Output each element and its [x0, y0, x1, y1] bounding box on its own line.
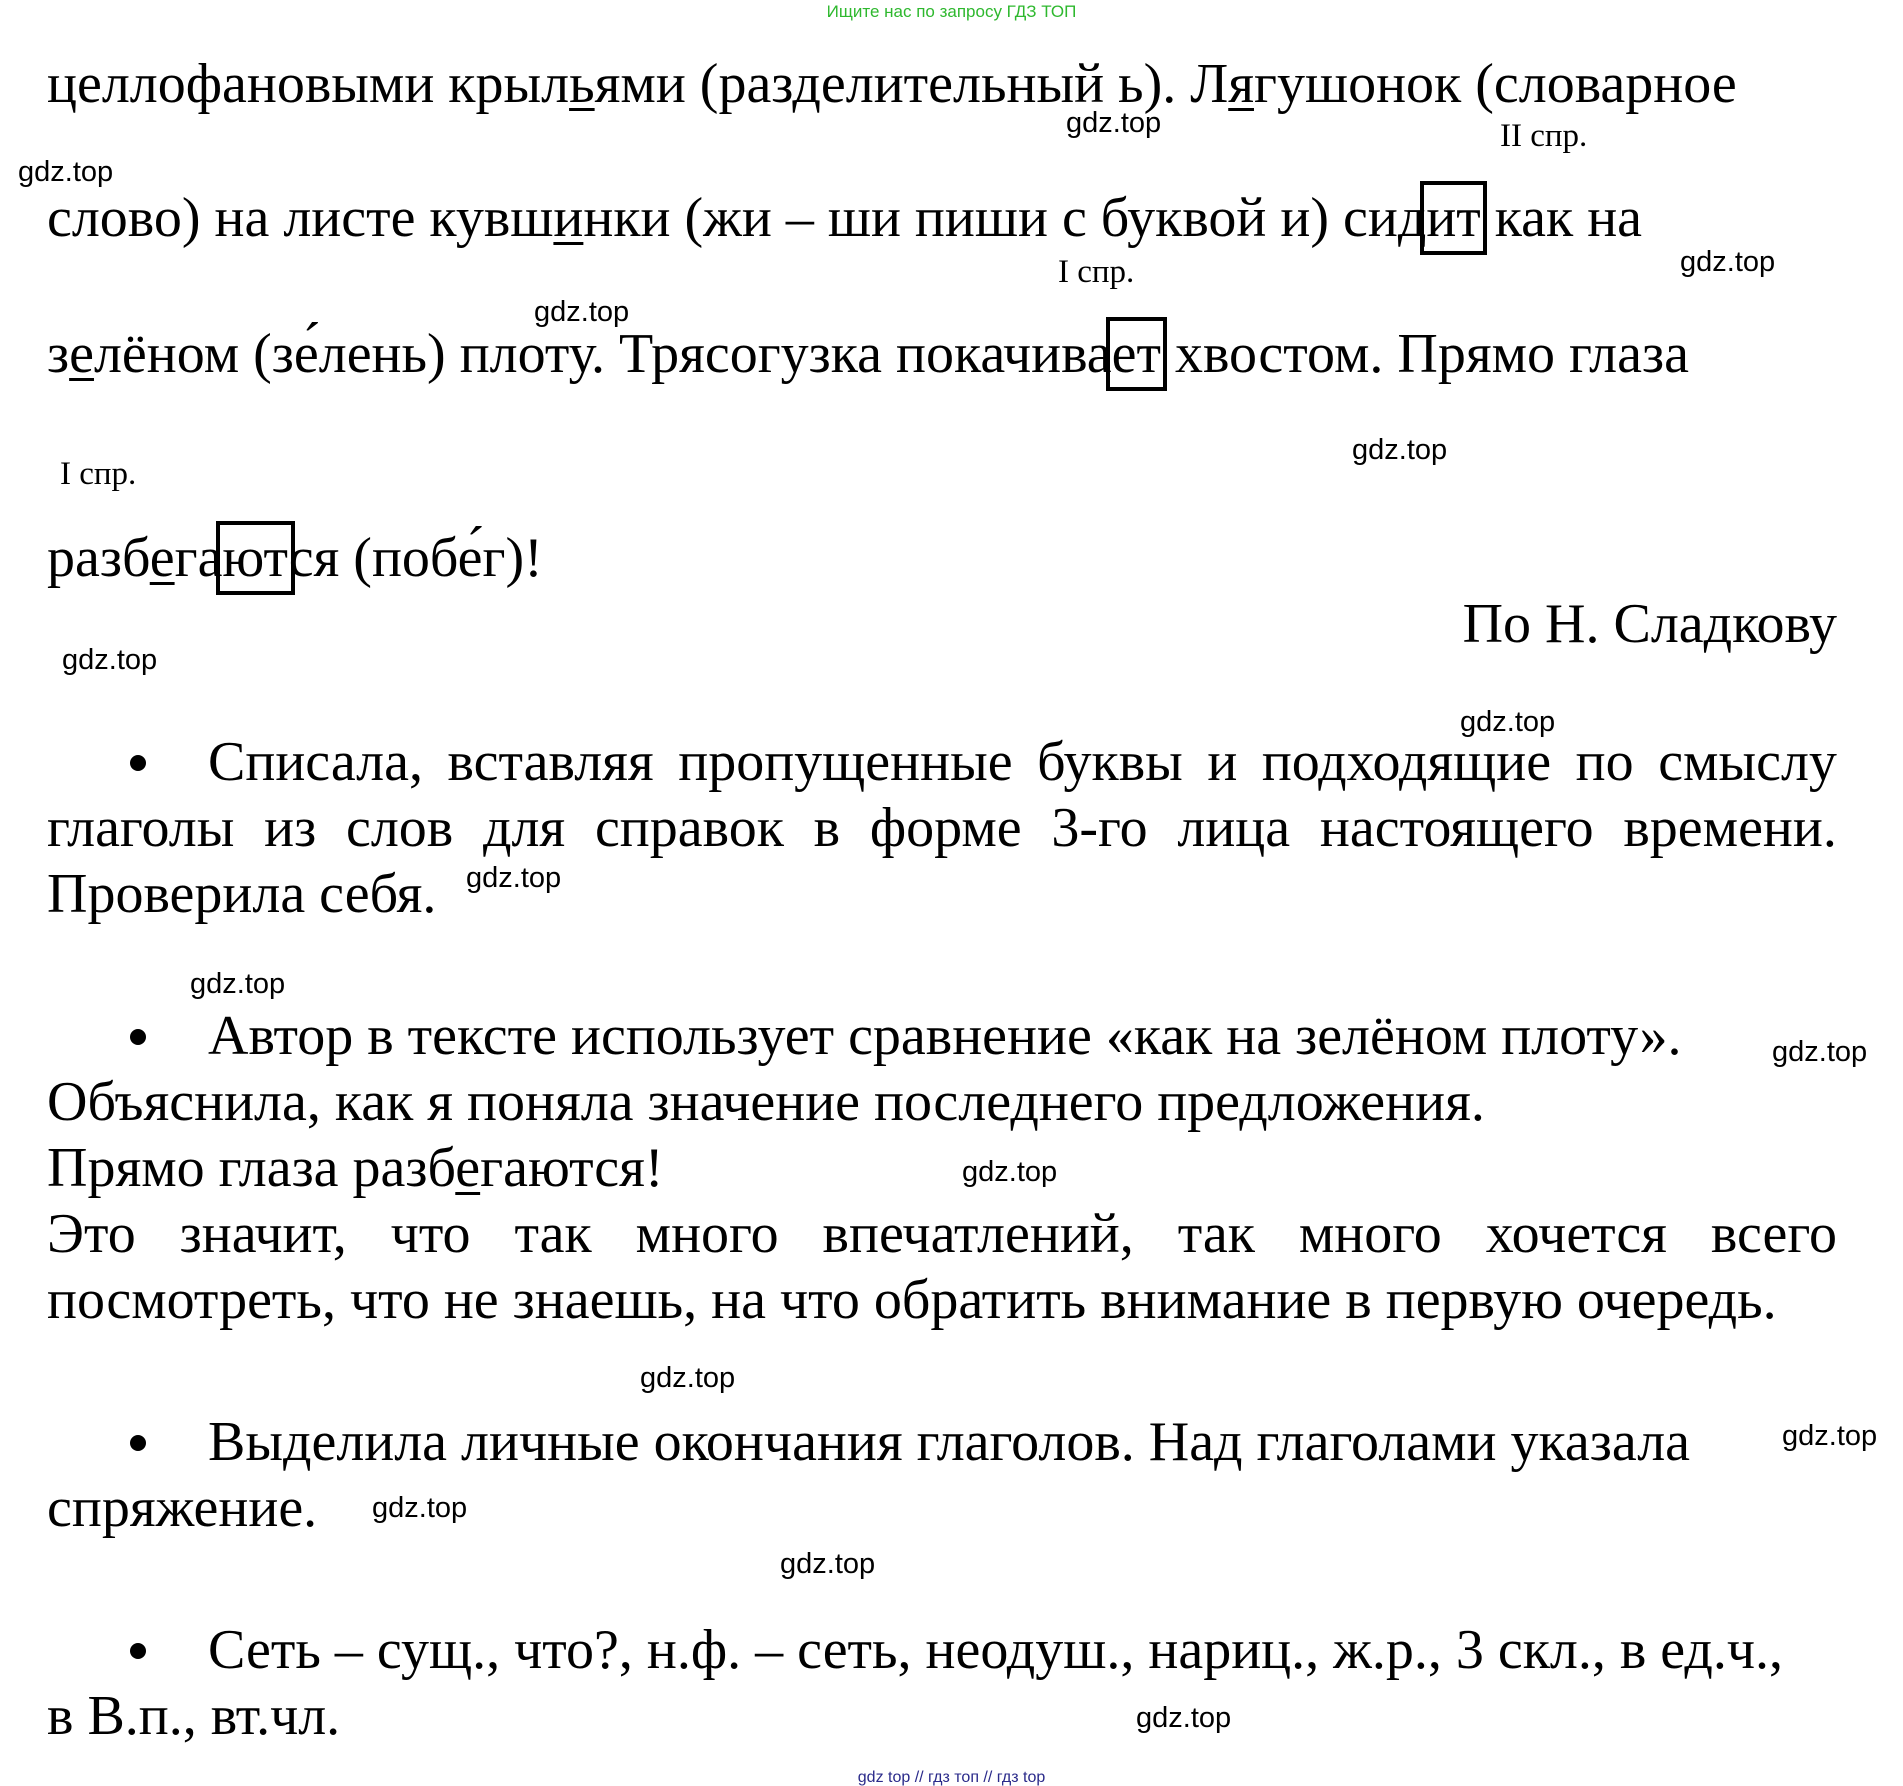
watermark: gdz.top: [1680, 246, 1776, 278]
bullet-icon: [130, 1435, 146, 1451]
word: что: [390, 1203, 471, 1265]
author-attribution: По Н. Сладкову: [1462, 593, 1837, 655]
task-2-line-4: [47, 1202, 1837, 1266]
word: лица: [1177, 797, 1291, 859]
text-line-3: зелёном (зе́лень) плоту. Трясогузка покачивает хвостом. Прямо глаза: [47, 323, 1689, 385]
word: форме: [869, 797, 1022, 859]
word: хочется: [1485, 1203, 1667, 1265]
word: в: [813, 797, 841, 859]
task-4-line-1: Сеть – сущ., что?, н.ф. – сеть, неодуш., нариц., ж.р., 3 скл., в ед.ч.,: [47, 1618, 1783, 1682]
watermark: gdz.top: [1136, 1702, 1232, 1734]
watermark: gdz.top: [1352, 434, 1448, 466]
task-1-line-2: [47, 796, 1837, 860]
word: пропущенные: [678, 731, 1013, 793]
task-2-line-3: Прямо глаза разбегаются!: [47, 1137, 664, 1199]
word: и: [1207, 731, 1238, 793]
word: Это: [47, 1203, 136, 1265]
conjugation-note: II спр.: [1500, 118, 1588, 154]
watermark: gdz.top: [372, 1492, 468, 1524]
word: вставляя: [447, 731, 654, 793]
word: глаголы: [47, 797, 235, 859]
word: подходящие: [1261, 731, 1552, 793]
word: значит,: [179, 1203, 347, 1265]
task-2-line-5: посмотреть, что не знаешь, на что обратить внимание в первую очередь.: [47, 1269, 1777, 1331]
word: справок: [594, 797, 784, 859]
task-3-line-2: спряжение.: [47, 1477, 318, 1539]
word: времени.: [1623, 797, 1837, 859]
task-4-line-2: в В.п., вт.чл.: [47, 1685, 341, 1747]
word: смыслу: [1658, 731, 1837, 793]
word: слов: [345, 797, 454, 859]
bullet-icon: [130, 755, 146, 771]
bullet-icon: [130, 1029, 146, 1045]
word: настоящего: [1319, 797, 1594, 859]
watermark: gdz.top: [62, 644, 158, 676]
word: по: [1575, 731, 1634, 793]
task-2-line-1: Автор в тексте использует сравнение «как на зелёном плоту».: [47, 1004, 1682, 1068]
watermark: gdz.top: [962, 1156, 1058, 1188]
word: всего: [1710, 1203, 1837, 1265]
conjugation-note: I спр.: [1058, 254, 1135, 290]
bullet-icon: [130, 1643, 146, 1659]
watermark: gdz.top: [1772, 1036, 1868, 1068]
text-line-1: целлофановыми крыльями (разделительный ь). Лягушонок (словарное: [47, 53, 1737, 115]
word: так: [514, 1203, 592, 1265]
task-1-lead: Списала,: [47, 730, 423, 794]
word: из: [264, 797, 317, 859]
watermark: gdz.top: [1782, 1420, 1878, 1452]
task-1-line-1: [47, 730, 1837, 794]
watermark: gdz.top: [1066, 107, 1162, 139]
text-line-4: разбегаются (побе́г)!: [47, 527, 543, 589]
word: много: [635, 1203, 779, 1265]
watermark: gdz.top: [640, 1362, 736, 1394]
watermark: gdz.top: [18, 156, 114, 188]
verb-ending-box: ют: [222, 527, 289, 589]
word: много: [1298, 1203, 1442, 1265]
watermark: gdz.top: [1460, 706, 1556, 738]
watermark: gdz.top: [780, 1548, 876, 1580]
task-2-line-2: Объяснила, как я поняла значение последнего предложения.: [47, 1071, 1485, 1133]
verb-ending-box: ет: [1111, 323, 1161, 385]
watermark: gdz.top: [190, 968, 286, 1000]
task-3-line-1: Выделила личные окончания глаголов. Над глаголами указала: [47, 1410, 1690, 1474]
word: 3-го: [1051, 797, 1148, 859]
conjugation-note: I спр.: [60, 456, 137, 492]
verb-ending-box: ит: [1426, 187, 1481, 249]
word: так: [1177, 1203, 1255, 1265]
word: буквы: [1037, 731, 1183, 793]
watermark: gdz.top: [534, 296, 630, 328]
footer-links[interactable]: gdz top // гдз топ // гдз top: [857, 1769, 1046, 1786]
watermark: gdz.top: [466, 862, 562, 894]
task-1-line-3: Проверила себя.: [47, 863, 437, 925]
word: для: [482, 797, 566, 859]
header-search-hint[interactable]: Ищите нас по запросу ГДЗ ТОП: [826, 2, 1077, 21]
text-line-2: слово) на листе кувшинки (жи – ши пиши с буквой и) сидит как на: [47, 187, 1643, 249]
word: впечатлений,: [822, 1203, 1134, 1265]
